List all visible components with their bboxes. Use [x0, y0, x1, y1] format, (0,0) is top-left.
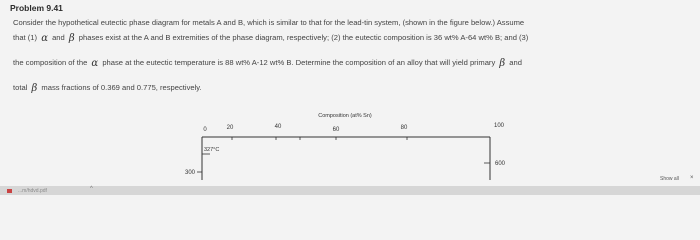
left-axis-label-300: 300 — [184, 170, 196, 176]
chevron-up-icon[interactable]: ^ — [90, 186, 93, 192]
line-3-text-c: and — [509, 58, 522, 67]
close-icon[interactable]: × — [690, 175, 694, 181]
top-tick-label-80: 80 — [400, 125, 408, 131]
top-ticks-labels — [203, 123, 504, 133]
top-tick-label-20: 20 — [226, 125, 234, 131]
line-3-text-b: phase at the eutectic temperature is 88 wt% A-12 wt% B. Determine the composition of an alloy that will yield primary — [102, 58, 496, 67]
beta-symbol: β — [31, 83, 38, 94]
line-2-text-a: that (1) — [13, 33, 38, 42]
alpha-symbol: α — [41, 33, 48, 44]
line-1-text: Consider the hypothetical eutectic phase diagram for metals A and B, which is similar to that for the lead-tin system, (shown in the figure below.) Assume — [13, 18, 525, 27]
problem-title: Problem 9.41 — [10, 3, 63, 13]
line-2-text-b: and — [52, 33, 65, 42]
line-2-text-c: phases exist at the A and B extremities of the phase diagram, respectively; (2) the eutectic composition is 36 wt% A-64 wt% B; and (3) — [78, 33, 529, 42]
download-bar — [0, 186, 700, 195]
line-3-text-a: the composition of the — [13, 58, 88, 67]
line-4-text-b: mass fractions of 0.369 and 0.775, respectively. — [41, 83, 202, 92]
top-axis-ticks — [202, 137, 490, 141]
beta-symbol: β — [68, 33, 75, 44]
pdf-file-icon[interactable] — [7, 189, 12, 193]
right-axis-label-600: 600 — [495, 161, 506, 167]
show-all-link[interactable]: Show all — [660, 176, 679, 182]
melting-temp-label: 327°C — [204, 147, 220, 153]
top-tick-label-100: 100 — [493, 123, 505, 129]
line-4-text-a: total — [13, 83, 28, 92]
beta-symbol: β — [499, 58, 506, 69]
top-tick-label-60: 60 — [332, 127, 340, 133]
alpha-symbol: α — [91, 58, 99, 69]
top-axis-title: Composition (at% Sn) — [318, 113, 372, 119]
download-file-label[interactable]: ...m/hdvd.pdf — [18, 188, 47, 194]
top-tick-label-40: 40 — [274, 124, 282, 130]
top-tick-label-0: 0 — [203, 127, 207, 133]
